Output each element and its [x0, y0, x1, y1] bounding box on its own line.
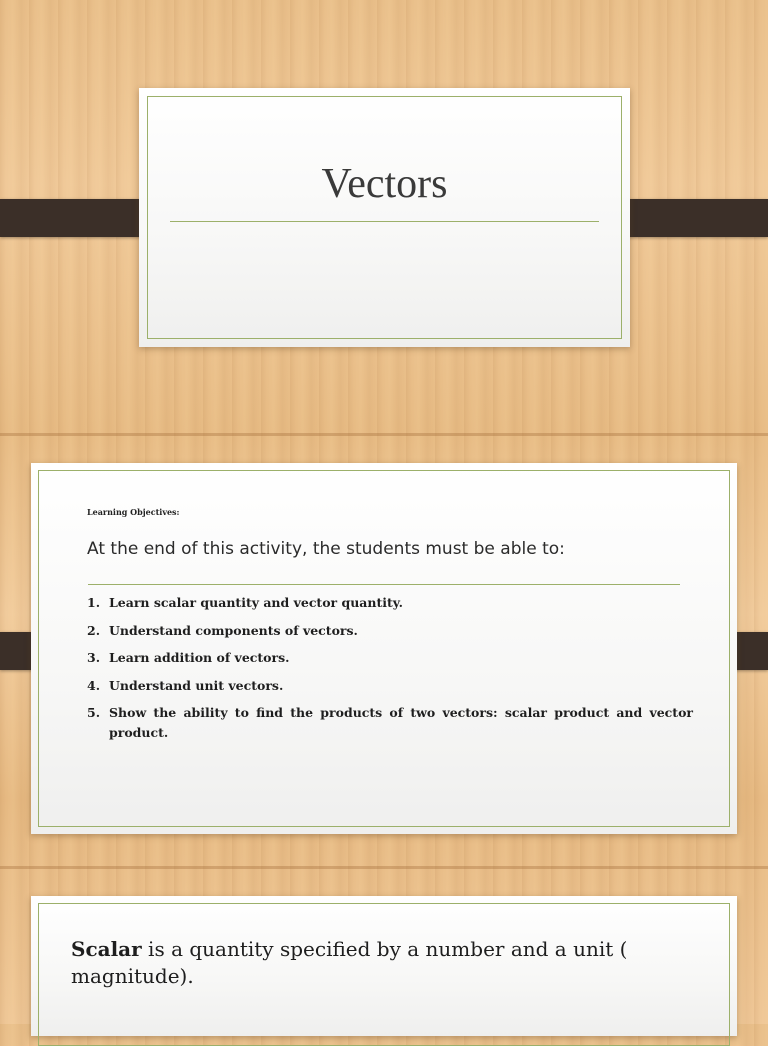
list-item: [87, 703, 693, 743]
item-text: Learn addition of vectors.: [109, 650, 290, 665]
wood-seam: [0, 433, 768, 436]
list-item: [87, 621, 693, 641]
list-item: [87, 593, 693, 613]
item-number: 5.: [87, 705, 101, 720]
wood-seam: [0, 866, 768, 869]
list-item: [87, 676, 693, 696]
list-item: [87, 648, 693, 668]
item-number: 2.: [87, 622, 101, 638]
title-underline: [170, 221, 599, 222]
item-text: Learn scalar quantity and vector quantity.: [109, 595, 403, 610]
item-text: Understand components of vectors.: [109, 622, 358, 638]
objectives-lead: At the end of this activity, the students must be able to:: [87, 539, 565, 559]
scalar-term: Scalar: [71, 937, 142, 961]
item-number: 3.: [87, 650, 101, 665]
item-text: Understand unit vectors.: [109, 677, 284, 693]
slide-tab-right: [613, 199, 768, 237]
title-slide[interactable]: [139, 88, 630, 347]
scalar-slide[interactable]: [31, 896, 737, 1036]
slide-tab-left: [0, 199, 156, 237]
slide-title: Vectors: [321, 161, 448, 207]
item-text: Show the ability to find the products of two vectors: scalar product and vector product.: [109, 705, 693, 740]
item-number: 1.: [87, 595, 101, 610]
slide-frame: [147, 96, 622, 339]
scalar-definition: [71, 936, 691, 990]
objectives-slide[interactable]: [31, 463, 737, 834]
scalar-definition-text: is a quantity specified by a number and a unit ( magnitude).: [71, 937, 628, 988]
item-number: 4.: [87, 677, 101, 693]
objectives-list: [87, 593, 693, 751]
lead-underline: [88, 584, 680, 585]
objectives-heading: Learning Objectives:: [87, 507, 180, 517]
